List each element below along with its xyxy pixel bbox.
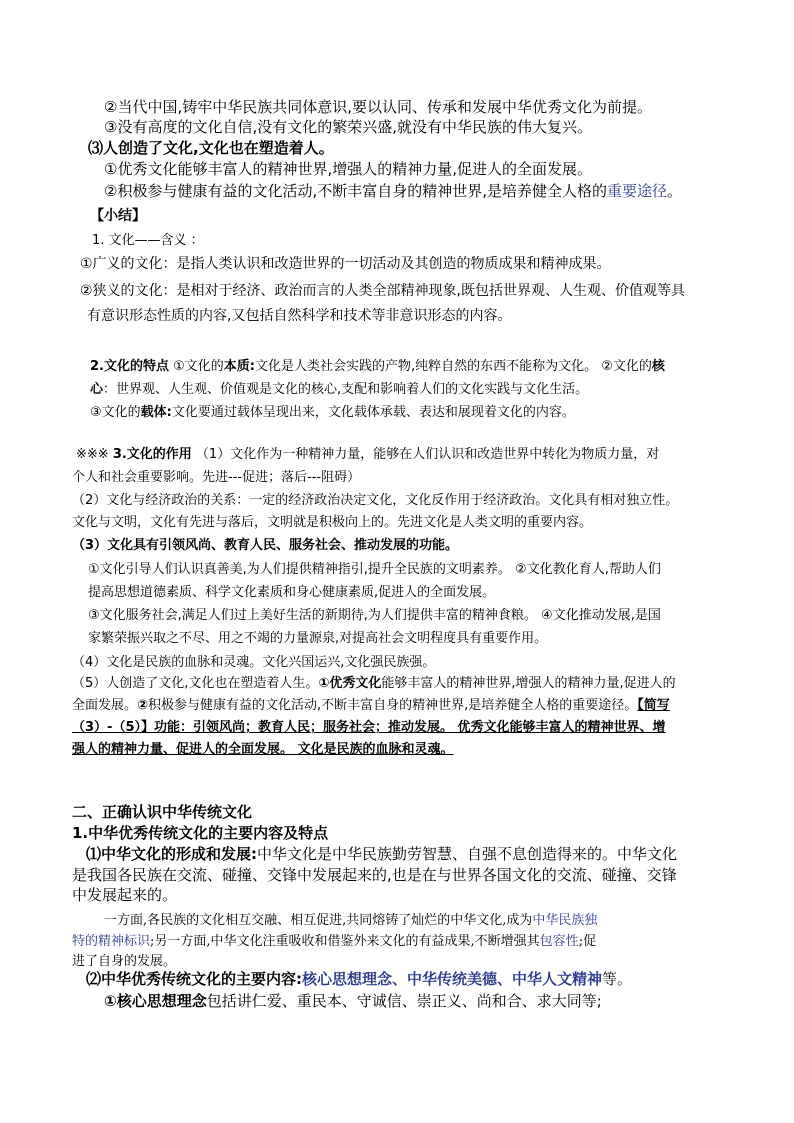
text-span: ①优秀文化 — [318, 676, 382, 691]
text-span: 3.文化的作用 — [112, 447, 192, 462]
text-line — [76, 443, 659, 462]
text-line: （3）文化具有引领风尚、教育人民、服务社会、推动发展的功能。 — [72, 538, 459, 553]
text-span: 中华文化是中华民族勤劳智慧、自强不息创造得来的。中华文化 — [257, 845, 678, 863]
text-line — [104, 990, 602, 1011]
text-line — [86, 968, 632, 989]
text-line: ①广义的文化：是指人类认识和改造世界的一切活动及其创造的物质成果和精神成果。 — [80, 256, 611, 272]
text-line — [104, 909, 597, 928]
text-span: 积极参与健康有益的文化活动,不断丰富自身的精神世界,是培养健全人格的重要途径。 — [148, 698, 638, 713]
section-heading: 1.中华优秀传统文化的主要内容及特点 — [72, 824, 329, 842]
text-span: ③文化的 — [90, 405, 141, 420]
text-span: 文化是人类社会实践的产物,纯粹自然的东西不能称为文化。 ②文化的 — [254, 359, 652, 374]
text-span: ①文化的 — [168, 359, 224, 374]
text-line — [72, 672, 676, 691]
text-line: ②狭义的文化：是相对于经济、政治而言的人类全部精神现象,既包括世界观、人生观、价值观等具 — [80, 283, 685, 299]
highlight-span: 特的精神标识 — [72, 934, 151, 949]
text-line: ③没有高度的文化自信,没有文化的繁荣兴盛,就没有中华民族的伟大复兴。 — [104, 118, 592, 136]
section-heading: ⑶人创造了文化,文化也在塑造着人。 — [88, 139, 334, 157]
text-span: 【简写 — [637, 698, 670, 713]
text-line: （3）-（5）】功能：引领风尚；教育人民；服务社会；推动发展。 优秀文化能够丰富人的精神世界、增 — [72, 720, 666, 735]
text-span: 。 — [667, 182, 683, 200]
text-line — [72, 694, 670, 713]
highlight-span: 核心思想理念、中华传统美德、中华人文精神 — [302, 970, 603, 988]
text-line: 个人和社会重要影响。先进---促进；落后---阻碍） — [72, 470, 361, 485]
text-span: ※※※ — [76, 447, 113, 462]
text-span: ;另一方面,中华文化注重吸收和借鉴外来文化的有益成果,不断增强其 — [150, 934, 540, 949]
text-span: （5）人创造了文化,文化也在塑造着人生。 — [72, 676, 319, 691]
text-line: 是我国各民族在交流、碰撞、交锋中发展起来的,也是在与世界各国文化的交流、碰撞、交锋 — [72, 866, 677, 884]
text-line: 1. 文化——含义 ： — [92, 233, 204, 248]
text-span: 本质: — [223, 359, 255, 374]
highlight-span: 重要途径 — [607, 182, 668, 200]
text-line — [86, 843, 677, 864]
text-span: ：世界观、人生观、价值观是文化的核心,支配和影响着人们的文化实践与文化生活。 — [103, 382, 589, 397]
section-heading: 二、正确认识中华传统文化 — [72, 803, 253, 821]
text-span: 2.文化的特点 — [90, 359, 169, 374]
summary-heading: 【小结】 — [90, 208, 146, 224]
text-line — [72, 930, 596, 949]
text-line: 文化与文明，文化有先进与落后，文明就是积极向上的。先进文化是人类文明的重要内容。 — [72, 515, 593, 530]
text-span: 包括讲仁爱、重民本、守诚信、崇正义、尚和合、求大同等; — [206, 992, 602, 1010]
text-line: 进了自身的发展。 — [72, 954, 177, 969]
text-line — [90, 401, 575, 420]
text-line: 强人的精神力量、促进人的全面发展。 文化是民族的血脉和灵魂。 — [72, 742, 454, 757]
text-span: 一方面,各民族的文化相互交融、相互促进,共同熔铸了灿烂的中华文化,成为 — [104, 913, 533, 928]
text-line: （4）文化是民族的血脉和灵魂。文化兴国运兴,文化强民族强。 — [72, 655, 436, 670]
text-line — [90, 355, 665, 374]
text-span: 能够丰富人的精神世界,增强人的精神力量,促进人的 — [381, 676, 676, 691]
highlight-span: 包容性 — [539, 934, 579, 949]
text-span: ⑴中华文化的形成和发展: — [86, 845, 257, 863]
text-span: 文化要通过载体呈现出来，文化载体承载、表达和展现着文化的内容。 — [171, 405, 575, 420]
text-line — [104, 180, 682, 201]
text-span: ;促 — [578, 934, 597, 949]
text-span: 心 — [90, 382, 104, 397]
text-line: ①文化引导人们认识真善美,为人们提供精神指引,提升全民族的文明素养。 ②文化教化育人,帮助人们 — [88, 562, 661, 577]
text-span: ② — [137, 698, 149, 713]
highlight-span: 中华民族独 — [532, 913, 598, 928]
text-line: ①优秀文化能够丰富人的精神世界,增强人的精神力量,促进人的全面发展。 — [104, 160, 592, 178]
text-line: （2）文化与经济政治的关系：一定的经济政治决定文化，文化反作用于经济政治。文化具有相对独立性。 — [72, 493, 679, 508]
text-line: 有意识形态性质的内容,又包括自然科学和技术等非意识形态的内容。 — [87, 308, 512, 324]
text-span: 全面发展。 — [72, 698, 138, 713]
text-span: （1）文化作为一种精神力量，能够在人们认识和改造世界中转化为物质力量，对 — [191, 447, 660, 462]
text-line: ②当代中国,铸牢中华民族共同体意识,要以认同、传承和发展中华优秀文化为前提。 — [104, 98, 652, 116]
text-span: 核 — [651, 359, 665, 374]
text-span: ②积极参与健康有益的文化活动,不断丰富自身的精神世界,是培养健全人格的 — [104, 182, 607, 200]
text-span: 等。 — [602, 970, 633, 988]
text-span: ⑵中华优秀传统文化的主要内容: — [86, 970, 303, 988]
text-line — [90, 378, 588, 397]
text-line: 中发展起来的。 — [72, 886, 178, 904]
text-line: ③文化服务社会,满足人们过上美好生活的新期待,为人们提供丰富的精神食粮。 ④文化推动发展,是国 — [88, 608, 661, 623]
text-span: ①核心思想理念 — [104, 992, 207, 1010]
text-span: 载体: — [140, 405, 172, 420]
text-line: 家繁荣振兴取之不尽、用之不竭的力量源泉,对提高社会文明程度具有重要作用。 — [88, 631, 548, 646]
text-line: 提高思想道德素质、科学文化素质和身心健康素质,促进人的全面发展。 — [88, 585, 496, 600]
